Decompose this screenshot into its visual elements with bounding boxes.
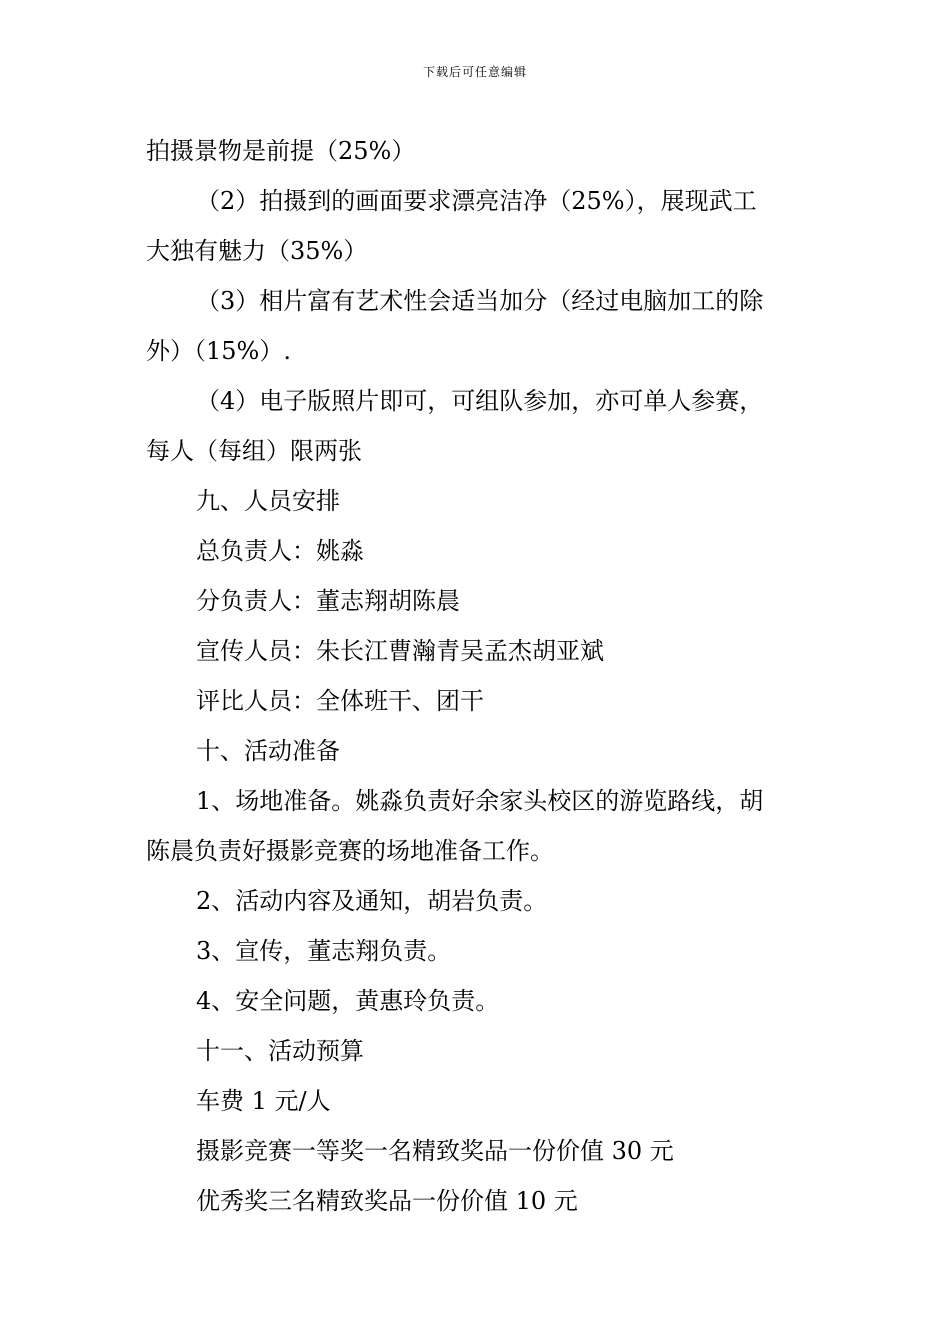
text-line: 3、宣传，董志翔负责。 — [196, 937, 452, 965]
text-line: 每人（每组）限两张 — [146, 437, 362, 465]
text-line: 摄影竞赛一等奖一名精致奖品一份价值 30 元 — [196, 1137, 674, 1165]
section-heading: 九、人员安排 — [196, 487, 340, 515]
text-line: 外）（15%）. — [146, 337, 291, 365]
text-line: 陈晨负责好摄影竞赛的场地准备工作。 — [146, 837, 554, 865]
text-line: 大独有魅力（35%） — [146, 237, 368, 265]
text-line: 2、活动内容及通知，胡岩负责。 — [196, 887, 548, 915]
document-body — [146, 126, 810, 1226]
text-line: 分负责人：董志翔胡陈晨 — [196, 587, 460, 615]
text-line: 车费 1 元/人 — [196, 1087, 331, 1115]
text-line: 拍摄景物是前提（25%） — [146, 137, 416, 165]
section-heading: 十一、活动预算 — [196, 1037, 364, 1065]
text-line: 1、场地准备。姚淼负责好余家头校区的游览路线，胡 — [196, 787, 764, 815]
text-line: （2）拍摄到的画面要求漂亮洁净（25%），展现武工 — [196, 187, 757, 215]
section-heading: 十、活动准备 — [196, 737, 340, 765]
text-line: （4）电子版照片即可，可组队参加，亦可单人参赛， — [196, 387, 764, 415]
text-line: 评比人员：全体班干、团干 — [196, 687, 484, 715]
text-line: 总负责人：姚淼 — [196, 537, 364, 565]
text-line: 宣传人员：朱长江曹瀚青吴孟杰胡亚斌 — [196, 637, 604, 665]
text-line: 优秀奖三名精致奖品一份价值 10 元 — [196, 1187, 578, 1215]
page-header: 下载后可任意编辑 — [422, 65, 527, 79]
text-line: 4、安全问题，黄惠玲负责。 — [196, 987, 500, 1015]
text-line: （3）相片富有艺术性会适当加分（经过电脑加工的除 — [196, 287, 764, 315]
